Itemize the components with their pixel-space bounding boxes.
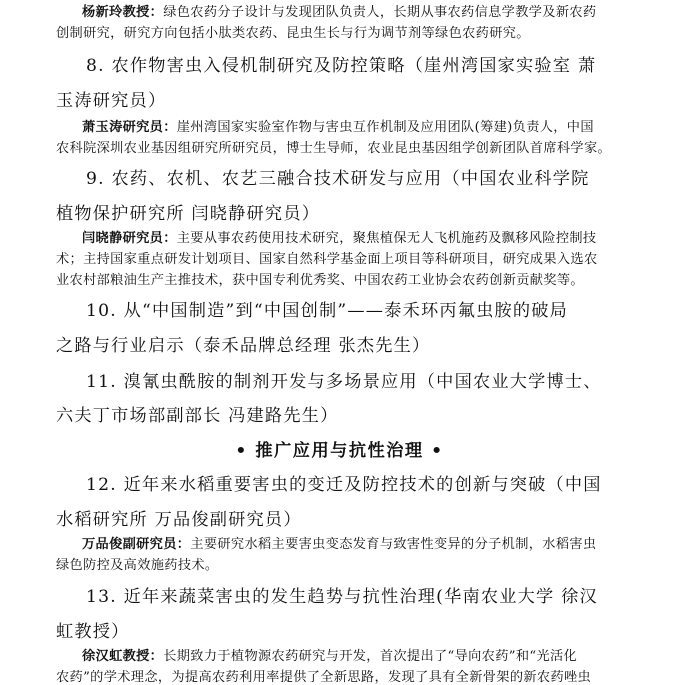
- bio-name: 杨新玲教授：: [82, 5, 164, 20]
- bio-line: 创制研究，研究方向包括小肽类农药、昆虫生长与行为调节剂等绿色农药研究。: [56, 26, 530, 41]
- bio-line: 农科院深圳农业基因组研究所研究员，博士生导师，农业昆虫基因组学创新团队首席科学家。: [56, 141, 612, 156]
- bio-line: 业农村部粮油生产主推技术，获中国专利优秀奖、中国农药工业协会农药创新贡献奖等。: [56, 273, 584, 288]
- talk-title: 虹教授）: [56, 622, 130, 642]
- bio-name: 徐汉虹教授：: [82, 649, 164, 664]
- bio-line: 徐汉虹教授：长期致力于植物源农药研究与开发，首次提出了“导向农药”和“光活化: [82, 649, 578, 664]
- talk-title: 9. 农药、农机、农艺三融合技术研发与应用（中国农业科学院: [86, 169, 590, 189]
- talk-title: 植物保护研究所 闫晓静研究员）: [56, 204, 321, 224]
- talk-title: 13. 近年来蔬菜害虫的发生趋势与抗性治理(华南农业大学 徐汉: [86, 587, 598, 607]
- bio-name: 闫晓静研究员：: [82, 231, 177, 246]
- talk-title: 六夫丁市场部副部长 冯建路先生）: [56, 406, 339, 426]
- bio-line: 农药”的学术理念，为提高农药利用率提供了全新思路，发现了具有全新骨架的新农药唑虫: [56, 670, 592, 685]
- talk-title: 之路与行业启示（泰禾品牌总经理 张杰先生）: [56, 336, 431, 356]
- bio-line: 闫晓静研究员：主要从事农药使用技术研究，聚焦植保无人飞机施药及飘移风险控制技: [82, 231, 597, 246]
- talk-title: 水稻研究所 万品俊副研究员）: [56, 510, 302, 530]
- talk-title: 10. 从“中国制造”到“中国创制”——泰禾环丙氟虫胺的破局: [86, 301, 569, 321]
- talk-title: 11. 溴氰虫酰胺的制剂开发与多场景应用（中国农业大学博士、: [86, 372, 602, 392]
- bio-name: 万品俊副研究员：: [82, 537, 191, 552]
- bio-line: 萧玉涛研究员：崖州湾国家实验室作物与害虫互作机制及应用团队(筹建)负责人，中国: [82, 120, 594, 135]
- talk-title: 玉涛研究员）: [56, 91, 167, 111]
- bio-line: 万品俊副研究员：主要研究水稻主要害虫变态发育与致害性变异的分子机制，水稻害虫: [82, 537, 597, 552]
- section-heading: • 推广应用与抗性治理 •: [235, 441, 444, 461]
- talk-title: 8. 农作物害虫入侵机制研究及防控策略（崖州湾国家实验室 萧: [86, 56, 597, 76]
- talk-title: 12. 近年来水稻重要害虫的变迁及防控技术的创新与突破（中国: [86, 475, 602, 495]
- bio-line: 绿色防控及高效施药技术。: [56, 558, 219, 573]
- bio-line: 杨新玲教授：绿色农药分子设计与发现团队负责人，长期从事农药信息学教学及新农药: [82, 5, 597, 20]
- bio-line: 术；主持国家重点研发计划项目、国家自然科学基金面上项目等科研项目，研究成果入选农: [56, 252, 598, 267]
- bio-name: 萧玉涛研究员：: [82, 120, 177, 135]
